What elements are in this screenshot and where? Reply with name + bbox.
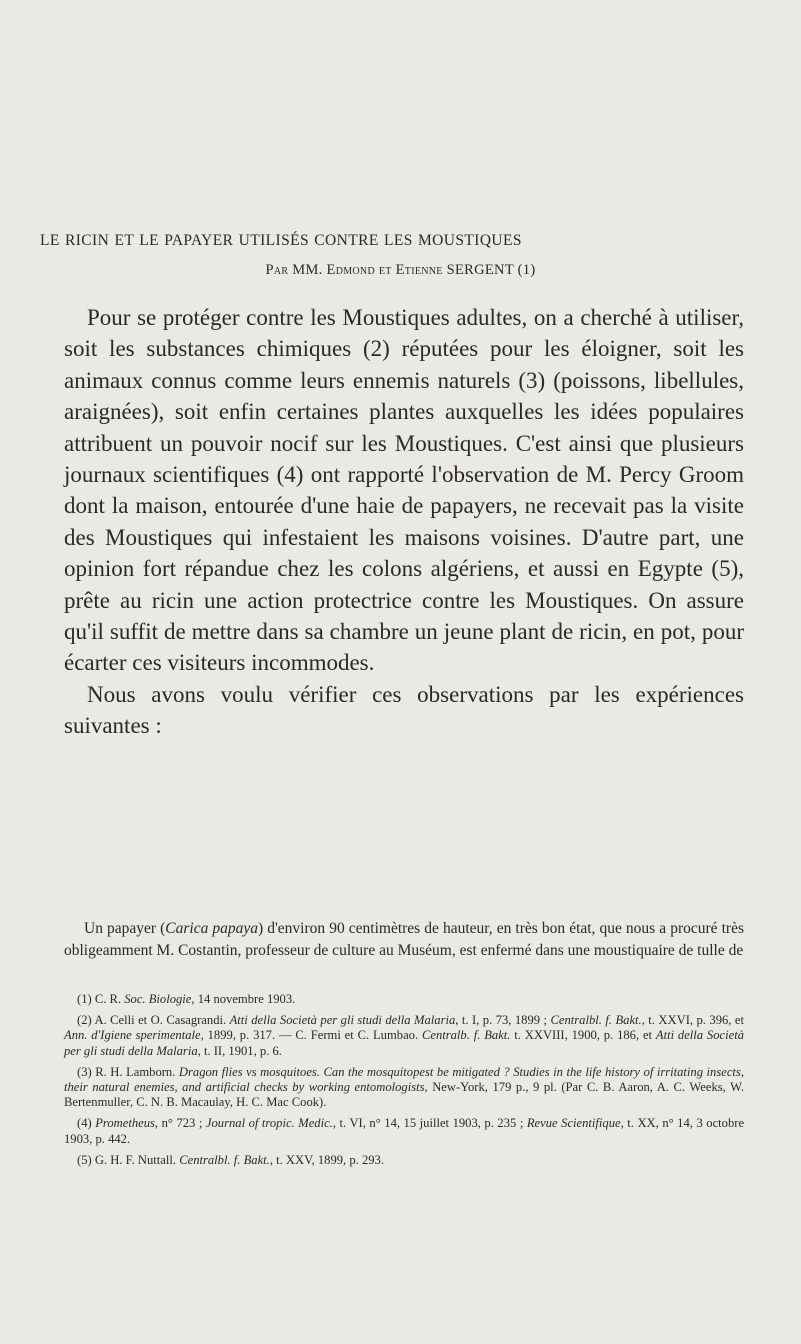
footnote-text: , t. XXVI, p. 396, et <box>641 1013 744 1028</box>
main-text <box>64 302 744 742</box>
authors-name: SERGENT (1) <box>446 262 536 278</box>
footnote-journal: Centralbl. f. Bakt. <box>179 1152 270 1167</box>
footnote-number: (2) <box>77 1013 92 1028</box>
paragraph-2: Nous avons voulu vérifier ces observations par les expériences suivantes : <box>64 681 744 739</box>
footnote-number: (3) <box>77 1064 92 1079</box>
footnote-text: t. XXVIII, 1900, p. 186, et <box>510 1028 656 1043</box>
footnote-text: C. R. <box>94 992 125 1006</box>
footnote-number: (4) <box>77 1116 92 1131</box>
footnote-text: , 14 novembre 1903. <box>191 992 296 1006</box>
footnote-text: , t. II, 1901, p. 6. <box>197 1043 282 1058</box>
footnote-1 <box>64 992 744 1007</box>
footnote-text: , t. I, p. 73, 1899 ; <box>455 1013 551 1028</box>
experiment-paragraph <box>64 918 744 961</box>
footnote-5 <box>64 1153 744 1168</box>
footnote-2 <box>64 1013 744 1059</box>
footnote-text: G. H. F. Nuttall. <box>94 1152 180 1167</box>
paragraph-1: Pour se protéger contre les Moustiques adultes, on a cherché à utiliser, soit les substances chimiques (2) réputées pour les éloigner, soit les animaux connus comme leurs ennemis naturels (3) (poissons, libellules, araignées), soit enfin certaines plantes auxquelles les idées populaires attribuent un pouvoir nocif sur les Moustiques. C'est ainsi que plusieurs journaux scientifiques (4) ont rapporté l'observation de M. Percy Groom dont la maison, entourée d'une haie de papayers, ne recevait pas la visite des Moustiques qui infestaient les maisons voisines. D'autre part, une opinion fort répandue chez les colons algériens, et aussi en Egypte (5), prête au ricin une action protectrice contre les Moustiques. On assure qu'il suffit de mettre dans sa chambre un jeune plant de ricin, en pot, pour écarter ces visiteurs incommodes. <box>64 305 744 676</box>
experiment-species: Carica papaya <box>165 920 259 937</box>
footnote-journal: Revue Scientifique <box>526 1116 621 1131</box>
footnote-text: R. H. Lamborn. <box>95 1064 179 1079</box>
footnote-4 <box>64 1116 744 1146</box>
footnote-text: , t. VI, n° 14, 15 juillet 1903, p. 235 ; <box>332 1116 527 1131</box>
footnote-text: , t. XX, n° 14, 3 octobre 1903, p. 442. <box>64 1116 745 1146</box>
article-authors <box>0 262 801 279</box>
footnote-3 <box>64 1065 744 1111</box>
footnote-journal: Journal of tropic. Medic. <box>205 1116 333 1131</box>
experiment-text <box>64 918 744 961</box>
experiment-pre: Un papayer ( <box>84 920 166 937</box>
footnote-journal: Centralb. f. Bakt. <box>421 1028 511 1043</box>
authors-prefix: Par MM. Edmond et Etienne <box>265 262 443 278</box>
footnote-journal: Ann. d'Igiene sperimentale <box>64 1028 201 1043</box>
footnote-number: (1) <box>77 992 92 1006</box>
footnote-number: (5) <box>77 1152 92 1167</box>
footnote-journal: Centralbl. f. Bakt. <box>550 1013 642 1028</box>
footnote-text: , n° 723 ; <box>154 1116 206 1131</box>
footnote-text: , t. XXV, 1899, p. 293. <box>269 1152 384 1167</box>
footnote-text: , New-York, 179 p., 9 pl. (Par C. B. Aaron, A. C. Weeks, W. Bertenmuller, C. N. B. Macaulay, H. C. Mac Cook). <box>64 1080 744 1110</box>
footnote-journal: Soc. Biologie <box>124 992 192 1006</box>
article-title: LE RICIN ET LE PAPAYER UTILISÉS CONTRE LES MOUSTIQUES <box>40 232 522 249</box>
experiment-post: ) d'environ 90 centimètres de hauteur, en très bon état, que nous a procuré très obligeamment M. Costantin, professeur de culture au Muséum, est enfermé dans une moustiquaire de tulle de <box>64 920 744 959</box>
footnote-journal: Atti della Società per gli studi della Malaria <box>64 1028 744 1058</box>
footnote-text: , 1899, p. 317. — C. Fermi et C. Lumbao. <box>200 1028 422 1043</box>
footnote-journal: Atti della Società per gli studi della Malaria <box>229 1013 456 1028</box>
footnotes <box>64 992 744 1174</box>
footnote-journal: Dragon flies vs mosquitoes. Can the mosquitopest be mitigated ? Studies in the life history of irritating insects, their natural enemies, and artificial checks by working entomologists <box>64 1064 744 1095</box>
footnote-text: A. Celli et O. Casagrandi. <box>94 1013 230 1028</box>
footnote-journal: Prometheus <box>95 1116 155 1131</box>
